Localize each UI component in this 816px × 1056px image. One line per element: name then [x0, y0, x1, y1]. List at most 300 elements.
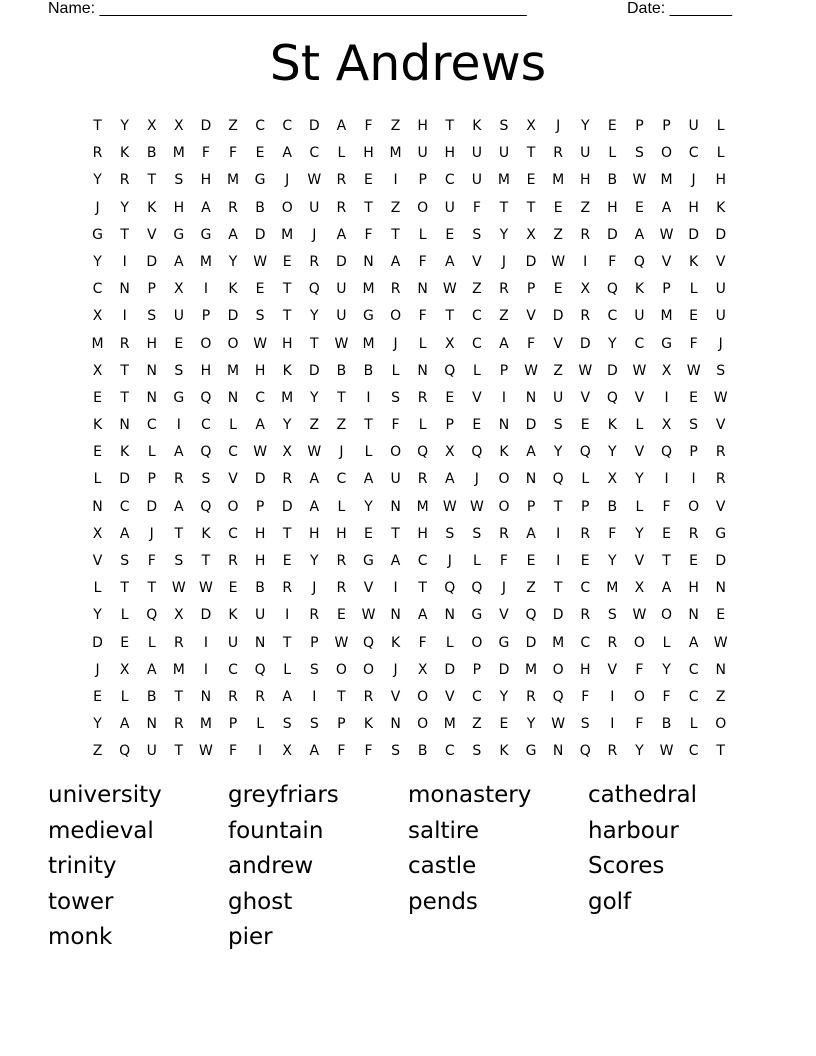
word-bank-item: cathedral: [588, 782, 698, 808]
grid-letter: N: [390, 607, 401, 624]
grid-letter: T: [553, 580, 563, 597]
grid-letter: D: [227, 308, 239, 325]
grid-letter: Z: [390, 118, 401, 134]
grid-letter: Z: [228, 118, 238, 134]
grid-letter: T: [201, 553, 211, 569]
word-bank-item: harbour: [588, 817, 679, 844]
grid-letter: R: [607, 634, 618, 651]
grid-letter: Z: [553, 362, 563, 379]
grid-letter: W: [442, 498, 457, 515]
grid-letter: X: [661, 417, 672, 434]
grid-letter: N: [417, 281, 428, 298]
grid-letter: Q: [606, 389, 618, 406]
grid-letter: F: [499, 553, 508, 569]
grid-letter: E: [255, 145, 265, 162]
word-bank-item: tower: [48, 888, 114, 915]
grid-letter: S: [499, 118, 509, 134]
grid-letter: U: [688, 118, 699, 134]
grid-letter: P: [337, 716, 346, 733]
grid-letter: Y: [553, 444, 563, 461]
grid-letter: E: [634, 199, 644, 216]
grid-letter: W: [551, 716, 566, 733]
grid-letter: I: [610, 716, 615, 733]
grid-letter: J: [501, 580, 507, 597]
grid-letter: Q: [552, 688, 564, 705]
grid-letter: Y: [635, 471, 644, 488]
grid-row: [84, 358, 734, 385]
grid-letter: J: [718, 335, 723, 352]
grid-letter: D: [336, 253, 347, 270]
grid-letter: I: [664, 389, 669, 406]
grid-letter: J: [393, 335, 398, 352]
grid-letter: Y: [580, 118, 590, 134]
grid-letter: Y: [526, 716, 536, 733]
grid-row: [84, 167, 734, 194]
grid-letter: R: [417, 471, 428, 488]
grid-row: [84, 249, 734, 276]
grid-letter: F: [527, 335, 536, 352]
word-bank-item: monk: [48, 924, 113, 951]
word-bank-item: monastery: [408, 782, 532, 808]
grid-letter: P: [147, 281, 156, 298]
grid-letter: M: [281, 389, 294, 406]
grid-letter: D: [146, 498, 158, 515]
grid-letter: R: [228, 199, 238, 216]
grid-letter: C: [417, 553, 428, 569]
grid-letter: Y: [608, 335, 617, 352]
grid-letter: Q: [444, 580, 456, 597]
grid-letter: O: [227, 498, 239, 515]
grid-letter: D: [498, 661, 510, 678]
grid-letter: S: [580, 716, 590, 733]
grid-letter: E: [93, 389, 102, 406]
grid-letter: Q: [471, 580, 483, 597]
grid-letter: C: [228, 661, 238, 678]
grid-letter: W: [659, 743, 674, 760]
grid-letter: N: [444, 607, 455, 624]
grid-letter: I: [176, 417, 181, 434]
grid-letter: D: [254, 471, 266, 488]
grid-letter: S: [120, 553, 130, 569]
grid-letter: U: [634, 308, 645, 325]
grid-letter: S: [309, 661, 319, 678]
grid-letter: P: [310, 634, 319, 651]
grid-letter: L: [472, 362, 481, 379]
grid-letter: X: [174, 118, 184, 134]
grid-letter: L: [689, 281, 698, 298]
grid-letter: W: [307, 444, 322, 461]
grid-letter: A: [309, 498, 320, 515]
grid-letter: X: [146, 118, 157, 134]
grid-letter: O: [688, 498, 700, 515]
word-bank-item: pends: [408, 888, 478, 915]
grid-letter: O: [633, 634, 645, 651]
grid-letter: D: [308, 118, 320, 134]
grid-letter: L: [256, 716, 265, 733]
grid-letter: D: [119, 471, 131, 488]
grid-letter: A: [336, 226, 347, 243]
grid-letter: N: [146, 389, 157, 406]
grid-letter: M: [443, 716, 456, 733]
grid-letter: T: [553, 498, 563, 515]
grid-letter: W: [578, 362, 593, 379]
grid-letter: F: [364, 118, 373, 134]
grid-letter: C: [255, 118, 265, 134]
grid-letter: K: [363, 716, 374, 733]
grid-letter: H: [254, 362, 266, 379]
grid-letter: R: [417, 389, 428, 406]
grid-letter: D: [525, 634, 537, 651]
grid-letter: T: [174, 743, 184, 760]
grid-letter: J: [312, 226, 317, 243]
grid-letter: Y: [228, 253, 238, 270]
grid-letter: V: [444, 688, 455, 705]
grid-letter: S: [174, 172, 184, 189]
grid-letter: S: [607, 607, 617, 624]
date-field-label: Date: _______: [627, 0, 732, 17]
grid-letter: Y: [608, 553, 617, 569]
grid-letter: K: [689, 253, 699, 270]
grid-letter: M: [172, 661, 185, 678]
grid-letter: S: [716, 362, 726, 379]
grid-letter: E: [120, 634, 130, 651]
grid-letter: U: [390, 471, 401, 488]
grid-letter: S: [174, 362, 184, 379]
grid-letter: T: [174, 688, 184, 705]
grid-letter: E: [336, 607, 346, 624]
grid-letter: R: [173, 716, 184, 733]
grid-letter: E: [716, 607, 726, 624]
grid-letter: W: [199, 580, 213, 597]
grid-row: [84, 113, 734, 140]
grid-letter: P: [255, 498, 265, 515]
grid-letter: E: [364, 525, 373, 542]
word-bank-item: greyfriars: [228, 782, 339, 808]
grid-letter: V: [499, 607, 509, 624]
grid-letter: U: [254, 607, 266, 624]
grid-letter: E: [662, 525, 671, 542]
grid-letter: E: [689, 308, 699, 325]
grid-letter: I: [122, 253, 127, 270]
grid-letter: T: [716, 743, 725, 760]
grid-letter: A: [309, 743, 320, 760]
grid-letter: T: [93, 118, 102, 134]
grid-letter: S: [553, 417, 563, 434]
grid-letter: H: [200, 172, 212, 189]
grid-letter: V: [472, 389, 482, 406]
grid-letter: D: [444, 661, 456, 678]
grid-letter: V: [363, 580, 374, 597]
grid-letter: V: [228, 471, 238, 488]
grid-letter: B: [417, 743, 428, 760]
grid-letter: I: [203, 281, 208, 298]
grid-letter: H: [363, 145, 374, 162]
grid-letter: Y: [93, 716, 102, 733]
grid-letter: R: [688, 525, 699, 542]
grid-letter: T: [364, 417, 373, 434]
grid-letter: R: [580, 607, 591, 624]
grid-letter: X: [92, 525, 103, 542]
grid-letter: O: [417, 688, 429, 705]
grid-letter: H: [444, 145, 456, 162]
grid-letter: H: [200, 362, 212, 379]
grid-row: [84, 630, 734, 657]
grid-letter: B: [363, 362, 374, 379]
grid-letter: R: [526, 688, 536, 705]
grid-letter: J: [95, 661, 100, 678]
grid-letter: V: [526, 308, 536, 325]
grid-letter: R: [309, 607, 320, 624]
grid-letter: O: [200, 335, 212, 352]
grid-letter: Y: [662, 661, 671, 678]
grid-letter: M: [226, 172, 240, 189]
grid-letter: S: [201, 471, 211, 488]
grid-letter: A: [363, 471, 374, 488]
grid-letter: S: [174, 553, 184, 569]
grid-letter: W: [632, 607, 647, 624]
grid-letter: E: [607, 118, 617, 134]
grid-letter: C: [471, 688, 482, 705]
grid-letter: Y: [310, 389, 319, 406]
grid-letter: R: [173, 471, 184, 488]
grid-letter: B: [255, 580, 265, 597]
grid-letter: U: [553, 389, 564, 406]
grid-letter: Q: [119, 743, 131, 760]
grid-letter: L: [364, 444, 373, 461]
grid-letter: S: [391, 743, 401, 760]
grid-letter: H: [607, 199, 618, 216]
grid-letter: O: [661, 145, 673, 162]
grid-letter: U: [336, 308, 347, 325]
grid-letter: V: [715, 498, 726, 515]
grid-letter: L: [418, 417, 427, 434]
grid-letter: G: [173, 226, 185, 243]
grid-letter: M: [226, 362, 240, 379]
grid-letter: Y: [310, 308, 319, 325]
grid-letter: S: [391, 389, 401, 406]
grid-letter: T: [282, 308, 292, 325]
grid-letter: T: [445, 118, 455, 134]
grid-letter: P: [228, 716, 238, 733]
grid-letter: K: [472, 118, 482, 134]
grid-letter: P: [581, 498, 590, 515]
grid-letter: S: [147, 308, 157, 325]
grid-letter: L: [689, 716, 698, 733]
grid-letter: F: [364, 743, 373, 760]
grid-letter: E: [472, 417, 482, 434]
grid-letter: P: [201, 308, 211, 325]
grid-letter: R: [282, 471, 293, 488]
grid-letter: M: [91, 335, 104, 352]
name-field-label: Name: ________________________________________________: [48, 0, 527, 17]
grid-letter: I: [203, 661, 208, 678]
grid-row: [84, 276, 734, 303]
grid-letter: R: [580, 525, 591, 542]
grid-letter: U: [715, 308, 726, 325]
grid-letter: K: [607, 417, 617, 434]
grid-letter: D: [552, 607, 564, 624]
word-bank-item: castle: [408, 853, 477, 880]
grid-letter: D: [254, 226, 266, 243]
grid-letter: O: [281, 199, 293, 216]
grid-letter: Q: [308, 281, 320, 298]
grid-letter: P: [689, 444, 698, 461]
grid-letter: C: [309, 145, 320, 162]
grid-letter: Z: [309, 417, 320, 434]
grid-letter: R: [255, 688, 265, 705]
grid-letter: X: [526, 226, 536, 243]
grid-letter: Q: [200, 389, 212, 406]
grid-letter: F: [608, 525, 617, 542]
grid-letter: O: [417, 199, 429, 216]
grid-letter: Q: [200, 498, 212, 515]
grid-letter: Q: [200, 444, 212, 461]
grid-letter: F: [364, 226, 373, 243]
grid-letter: A: [526, 444, 536, 461]
grid-letter: F: [608, 253, 617, 270]
grid-letter: L: [283, 661, 292, 678]
grid-letter: C: [119, 498, 130, 515]
grid-letter: X: [92, 308, 103, 325]
grid-letter: U: [309, 199, 320, 216]
grid-letter: W: [307, 172, 322, 189]
grid-letter: K: [147, 199, 157, 216]
grid-letter: F: [201, 145, 210, 162]
word-bank-item: ghost: [228, 888, 293, 915]
grid-letter: W: [171, 580, 186, 597]
grid-letter: Y: [499, 226, 509, 243]
word-bank-item: university: [48, 782, 162, 808]
grid-letter: L: [229, 417, 237, 434]
grid-letter: C: [688, 743, 699, 760]
grid-letter: T: [147, 580, 157, 597]
grid-letter: L: [635, 498, 644, 515]
grid-letter: Y: [499, 688, 509, 705]
grid-letter: I: [556, 553, 561, 569]
grid-letter: S: [472, 226, 482, 243]
grid-letter: N: [146, 716, 157, 733]
grid-letter: J: [691, 172, 696, 189]
grid-letter: H: [417, 525, 428, 542]
grid-letter: D: [525, 417, 537, 434]
grid-letter: R: [390, 281, 401, 298]
grid-letter: G: [471, 607, 483, 624]
grid-letter: U: [417, 145, 428, 162]
grid-letter: N: [417, 362, 428, 379]
word-bank-item: golf: [588, 888, 632, 915]
grid-letter: Z: [499, 308, 509, 325]
grid-letter: T: [120, 580, 129, 597]
grid-letter: N: [119, 417, 130, 434]
grid-letter: N: [390, 498, 401, 515]
grid-letter: G: [525, 743, 537, 760]
grid-letter: R: [363, 688, 374, 705]
grid-letter: D: [146, 253, 158, 270]
grid-letter: G: [363, 308, 374, 325]
grid-letter: S: [255, 308, 265, 325]
grid-letter: P: [526, 281, 536, 298]
grid-letter: L: [391, 362, 400, 379]
grid-letter: J: [393, 661, 398, 678]
grid-letter: E: [580, 553, 590, 569]
grid-letter: O: [471, 634, 483, 651]
grid-letter: K: [282, 362, 292, 379]
grid-letter: D: [579, 335, 591, 352]
grid-letter: T: [147, 172, 157, 189]
grid-letter: Z: [715, 688, 726, 705]
grid-letter: B: [255, 199, 265, 216]
grid-letter: K: [92, 417, 103, 434]
grid-letter: E: [282, 553, 292, 569]
grid-letter: T: [282, 281, 292, 298]
grid-letter: X: [444, 444, 455, 461]
grid-letter: M: [497, 172, 510, 189]
grid-letter: O: [633, 688, 645, 705]
grid-letter: H: [146, 335, 157, 352]
grid-letter: M: [389, 145, 402, 162]
grid-letter: D: [688, 226, 699, 243]
grid-letter: L: [120, 607, 129, 624]
grid-letter: V: [146, 226, 157, 243]
word-bank-item: trinity: [48, 853, 117, 880]
grid-letter: R: [553, 145, 563, 162]
grid-row: [84, 657, 734, 684]
grid-letter: L: [662, 634, 671, 651]
grid-letter: S: [445, 525, 455, 542]
grid-letter: I: [312, 688, 317, 705]
word-bank-item: medieval: [48, 817, 154, 844]
grid-letter: C: [444, 743, 455, 760]
grid-letter: L: [472, 553, 481, 569]
grid-letter: A: [146, 661, 157, 678]
grid-letter: E: [445, 389, 455, 406]
grid-letter: Q: [254, 661, 266, 678]
grid-letter: Y: [120, 118, 129, 134]
grid-letter: P: [662, 118, 671, 134]
grid-letter: S: [282, 716, 292, 733]
grid-letter: J: [447, 553, 452, 569]
grid-letter: T: [282, 634, 292, 651]
grid-letter: Z: [580, 199, 591, 216]
grid-letter: M: [281, 226, 294, 243]
grid-letter: G: [92, 226, 103, 243]
grid-letter: F: [635, 661, 644, 678]
grid-letter: C: [282, 118, 293, 134]
grid-letter: N: [363, 253, 374, 270]
grid-letter: I: [583, 253, 588, 270]
grid-letter: J: [339, 444, 344, 461]
grid-letter: C: [444, 172, 455, 189]
grid-letter: N: [498, 417, 510, 434]
grid-letter: C: [146, 417, 157, 434]
grid-letter: W: [253, 444, 268, 461]
grid-letter: K: [228, 281, 238, 298]
grid-letter: L: [93, 471, 102, 488]
grid-letter: V: [634, 389, 645, 406]
grid-letter: L: [716, 118, 725, 134]
grid-letter: A: [119, 716, 130, 733]
grid-letter: F: [662, 688, 671, 705]
grid-letter: X: [417, 661, 428, 678]
grid-letter: Q: [525, 607, 537, 624]
grid-letter: R: [715, 471, 726, 488]
grid-letter: U: [471, 172, 482, 189]
grid-letter: J: [501, 253, 507, 270]
grid-letter: J: [285, 172, 290, 189]
grid-letter: A: [201, 199, 211, 216]
grid-letter: Y: [635, 525, 644, 542]
grid-letter: F: [391, 417, 400, 434]
